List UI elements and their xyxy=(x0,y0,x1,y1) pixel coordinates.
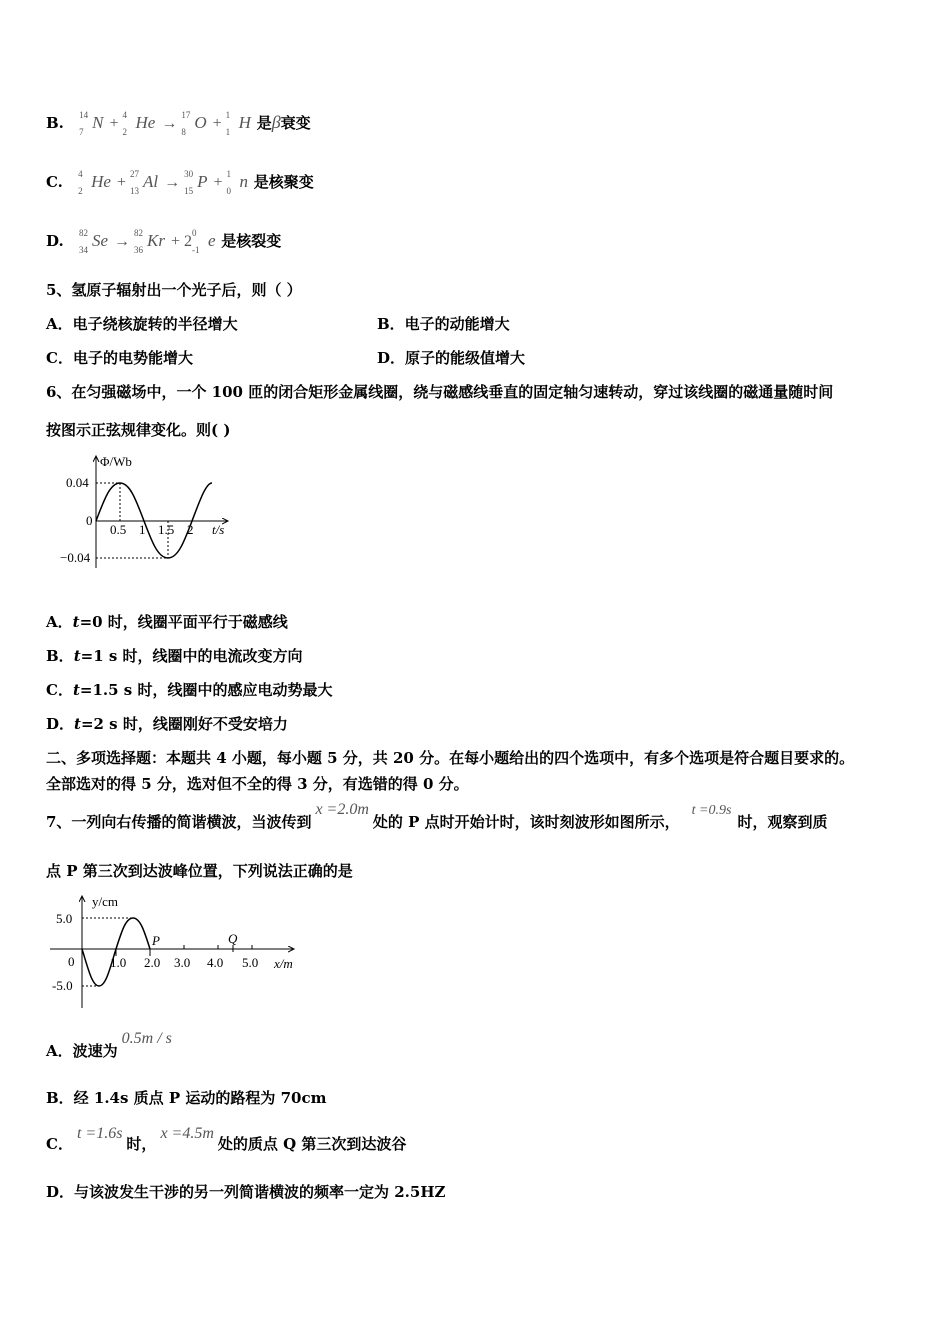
q6-option-b: B．t=1 s 时，线圈中的电流改变方向 xyxy=(46,647,303,665)
q7-option-a: A．波速为0.5m / s xyxy=(46,1030,172,1060)
q6-stem-line1: 6、在匀强磁场中，一个 100 匝的闭合矩形金属线圈，绕与磁感线垂直的固定轴匀速转动，穿过该线圈的磁通量随时间 xyxy=(46,383,834,401)
nuclear-equation-d: 82 34 Se → 82 36 Kr + 2 0 -1 e xyxy=(78,228,216,255)
t-equation: t =1.6s xyxy=(76,1125,123,1142)
y-tick-bottom: -5.0 xyxy=(52,978,73,993)
q4-option-d xyxy=(46,228,282,255)
point-q-label: Q xyxy=(228,931,238,946)
x-tick: 4.0 xyxy=(207,955,224,970)
x-tick: 0.5 xyxy=(110,522,127,537)
q6-option-a: A．t=0 时，线圈平面平行于磁感线 xyxy=(46,613,288,631)
q4-option-c xyxy=(46,169,314,196)
t-equation: t =0.9s xyxy=(691,803,732,818)
q6-stem-line2: 按图示正弦规律变化。则( ) xyxy=(46,421,231,439)
q6-option-c: C．t=1.5 s 时，线圈中的感应电动势最大 xyxy=(46,681,333,699)
option-label: B. xyxy=(46,114,64,132)
x-tick: 2 xyxy=(187,522,194,537)
y-axis-label: Φ/Wb xyxy=(100,454,132,469)
q7-stem-line2: 点 P 第三次到达波峰位置，下列说法正确的是 xyxy=(46,862,353,880)
option-label: D. xyxy=(46,232,64,250)
x-tick: 1 xyxy=(139,522,146,537)
x-equation: x =4.5m xyxy=(160,1125,214,1142)
q7-wave-graph xyxy=(46,890,306,1015)
beta-symbol: β xyxy=(271,112,281,132)
x-tick: 3.0 xyxy=(174,955,191,970)
section2-line2: 全部选对的得 5 分，选对但不全的得 3 分，有选错的得 0 分。 xyxy=(46,775,469,793)
q7-stem-line1: 7、一列向右传播的简谐横波，当波传到x =2.0m处的 P 点时开始计时，该时刻波形如图所示，t =0.9s时，观察到质 xyxy=(46,801,828,831)
x-tick: 5.0 xyxy=(242,955,259,970)
q6-option-d: D．t=2 s 时，线圈刚好不受安培力 xyxy=(46,715,288,733)
x-tick: 1.0 xyxy=(110,955,127,970)
option-text: 是 xyxy=(256,114,272,132)
x-axis-label: t/s xyxy=(212,522,225,537)
x-axis-label: x/m xyxy=(274,956,293,971)
x-tick: 1.5 xyxy=(158,522,175,537)
y-axis-label: y/cm xyxy=(92,894,118,909)
option-text: 是核裂变 xyxy=(221,232,282,250)
x-equation: x =2.0m xyxy=(315,801,369,818)
point-p-label: P xyxy=(152,933,160,948)
option-label: C. xyxy=(46,173,63,191)
nuclear-equation-c: 4 2 He + 27 13 Al → 30 15 P + 1 0 n xyxy=(78,169,249,196)
q7-option-b: B．经 1.4s 质点 P 运动的路程为 70cm xyxy=(46,1089,327,1107)
q5-stem: 5、氢原子辐射出一个光子后，则（ ） xyxy=(46,281,302,299)
y-tick-top: 5.0 xyxy=(56,911,73,926)
option-suffix: 衰变 xyxy=(280,114,311,132)
q6-flux-graph xyxy=(60,450,240,575)
q5-option-a: A．电子绕核旋转的半径增大 xyxy=(46,315,238,333)
y-tick-zero: 0 xyxy=(68,954,75,969)
q5-option-d: D．原子的能级值增大 xyxy=(377,349,526,367)
option-text: 是核聚变 xyxy=(253,173,314,191)
y-tick-top: 0.04 xyxy=(66,475,89,490)
q5-option-b: B．电子的动能增大 xyxy=(377,315,510,333)
section2-line1: 二、多项选择题：本题共 4 小题，每小题 5 分，共 20 分。在每小题给出的四个选项中，有多个选项是符合题目要求的。 xyxy=(46,749,855,767)
q4-option-b xyxy=(46,110,311,137)
x-tick: 2.0 xyxy=(144,955,161,970)
q7-option-c: C．t =1.6s时，x =4.5m处的质点 Q 第三次到达波谷 xyxy=(46,1125,407,1153)
y-tick-bottom: −0.04 xyxy=(60,550,91,565)
speed-value: 0.5m / s xyxy=(121,1030,172,1047)
y-tick-zero: 0 xyxy=(86,513,93,528)
nuclear-equation-b: 14 7 N + 4 2 He → 17 8 O + 1 1 H xyxy=(79,110,251,137)
q7-option-d: D．与该波发生干涉的另一列简谐横波的频率一定为 2.5HZ xyxy=(46,1183,446,1201)
q5-option-c: C．电子的电势能增大 xyxy=(46,349,193,367)
